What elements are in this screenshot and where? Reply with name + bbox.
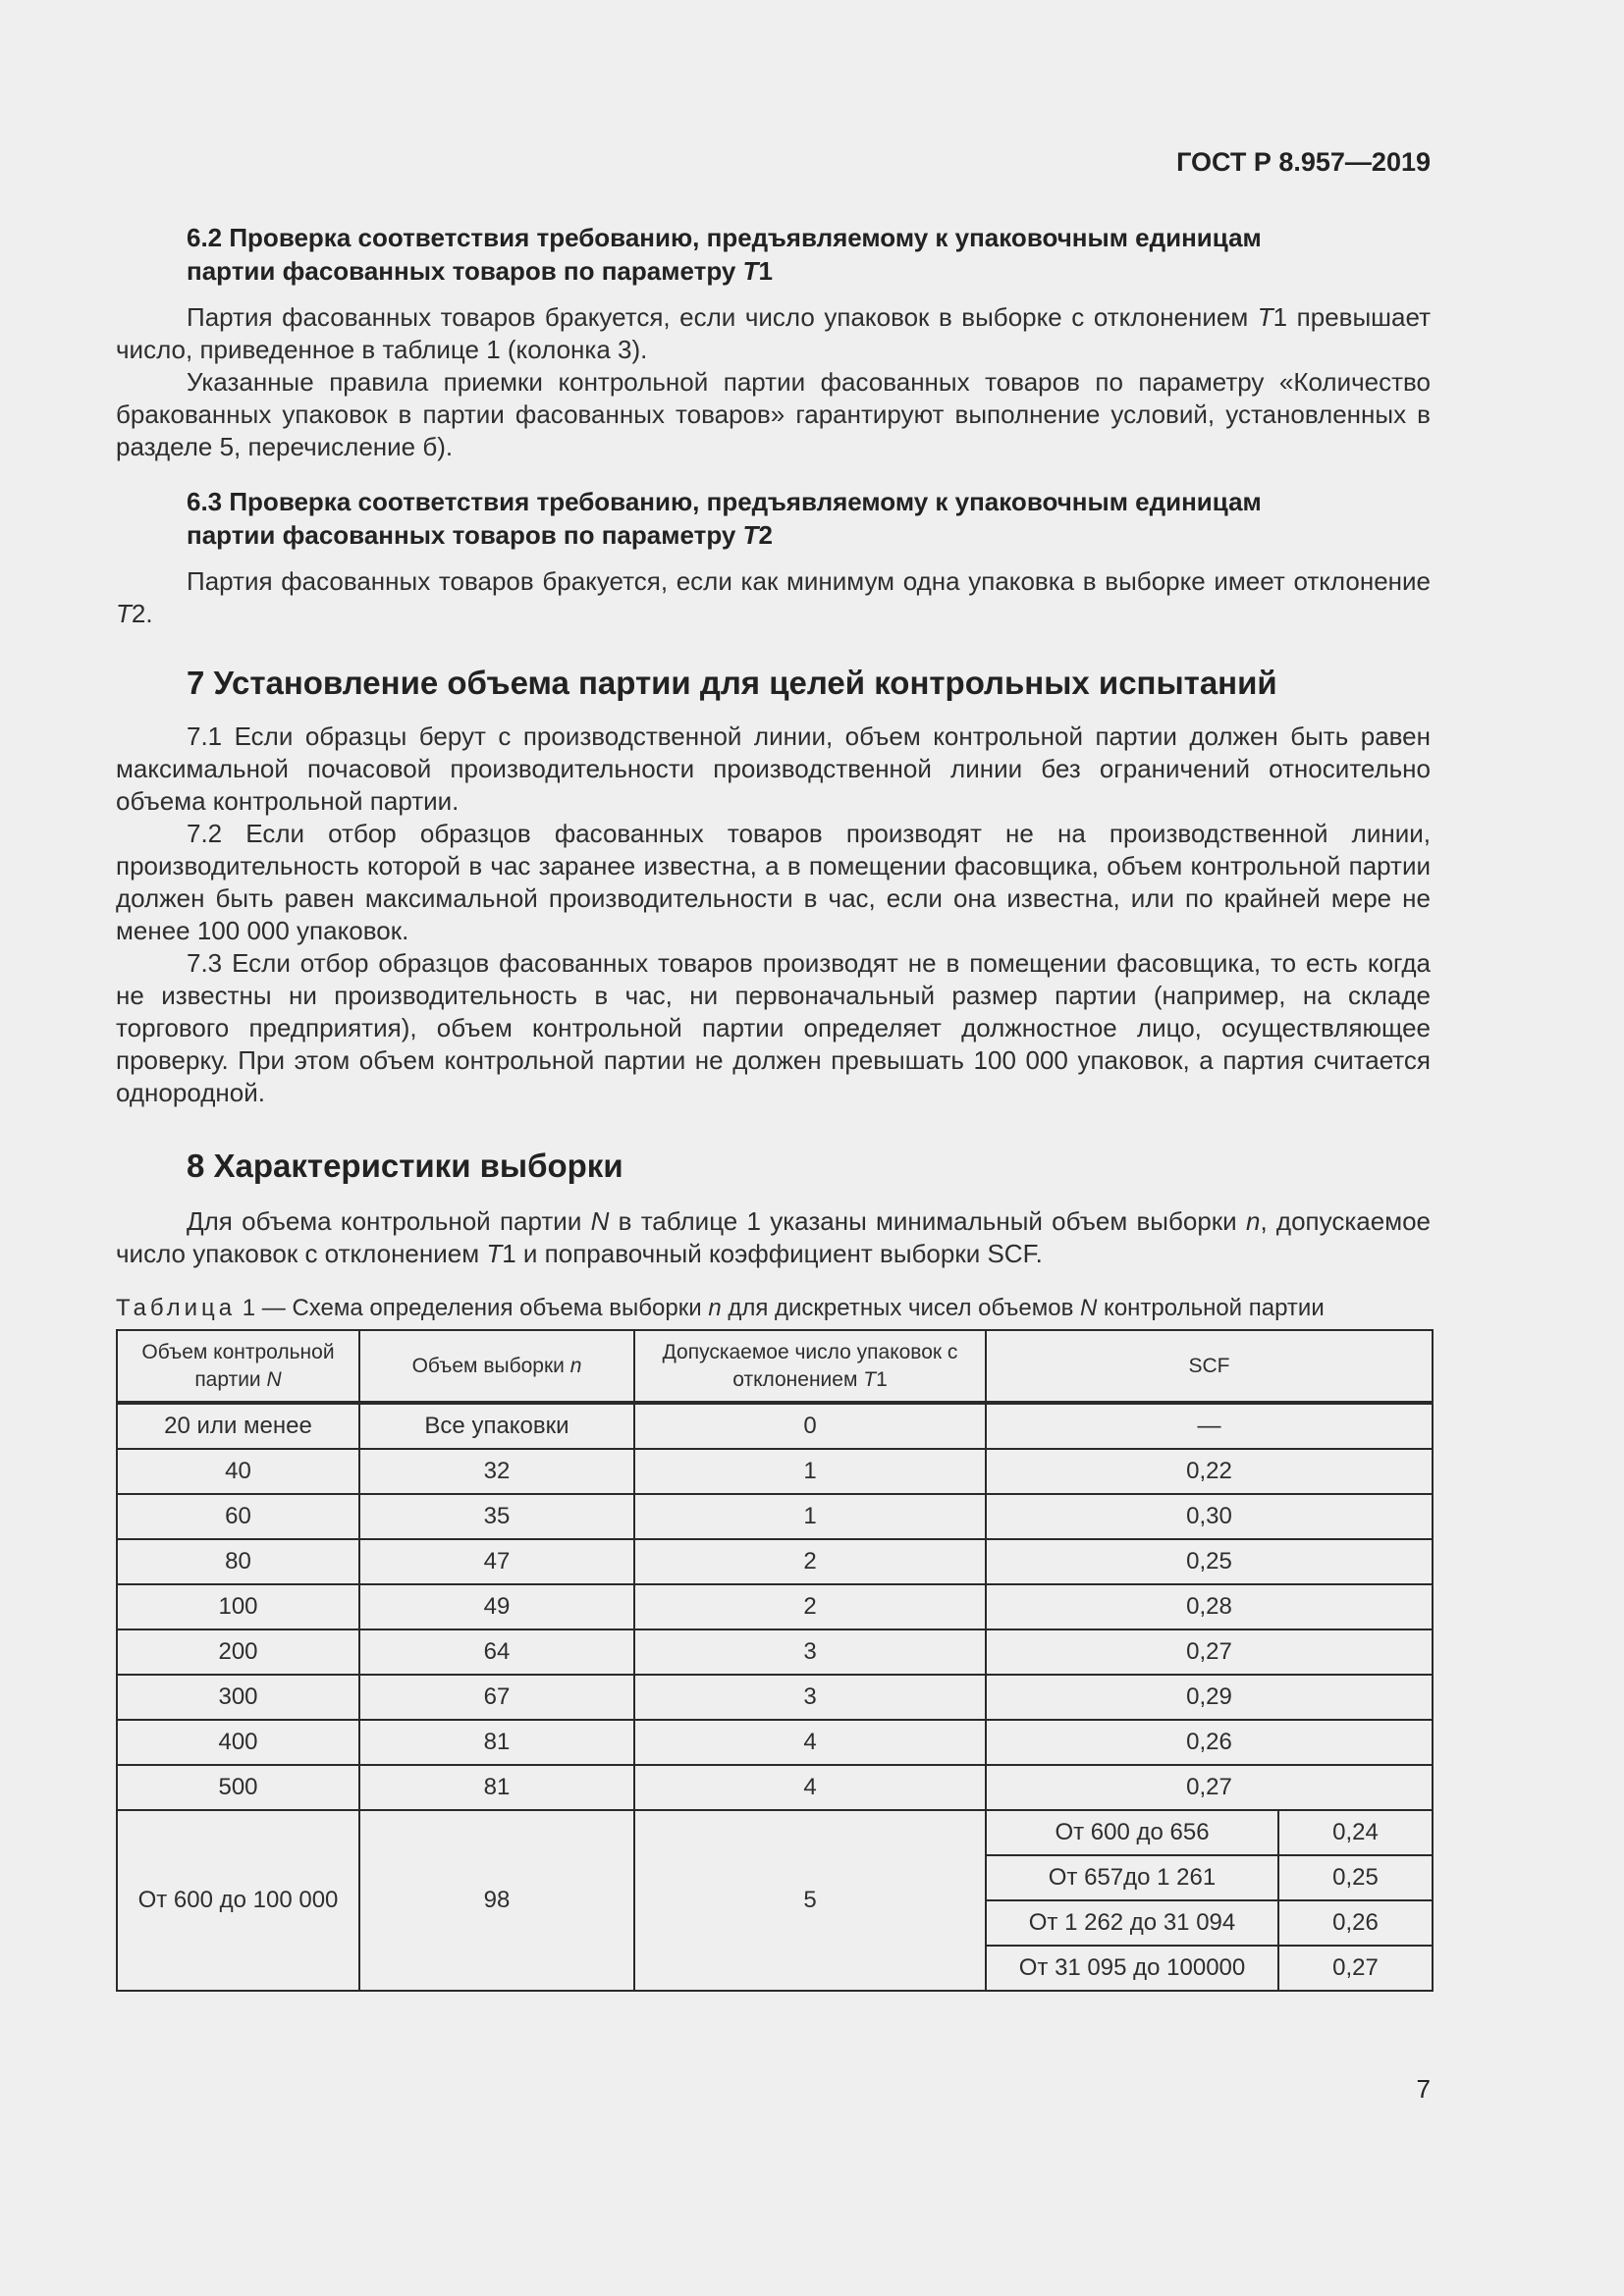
cell: 2 xyxy=(634,1539,986,1584)
heading-6-2-num: 1 xyxy=(758,256,773,286)
cell: 67 xyxy=(359,1675,634,1720)
col-header-allowed xyxy=(634,1330,986,1403)
cell: 200 xyxy=(117,1629,359,1675)
table-row xyxy=(117,1494,1433,1539)
cell: 40 xyxy=(117,1449,359,1494)
h3-text: Допускаемое число упаковок с отклонением xyxy=(662,1340,958,1391)
heading-6-3-line1: 6.3 Проверка соответствия требованию, предъявляемому к упаковочным единицам xyxy=(187,487,1262,516)
table-caption-word: Таблица xyxy=(116,1295,237,1321)
cell: 3 xyxy=(634,1675,986,1720)
cell: 64 xyxy=(359,1629,634,1675)
p8-var-n-upper: N xyxy=(590,1206,610,1236)
cell: 0,26 xyxy=(986,1720,1433,1765)
cell: 60 xyxy=(117,1494,359,1539)
cell: 0,22 xyxy=(986,1449,1433,1494)
paragraph-7-3: 7.3 Если отбор образцов фасованных товаров производят не в помещении фасовщика, то есть когда не известны ни производительность в час, ни первоначальный размер партии (например, на складе торгового предприятия), объем контрольной партии определяет должностное лицо, осуществляющее проверку. При этом объем контрольной партии не должен превышать 100 000 упаковок, а партия считается однородной. xyxy=(116,948,1431,1107)
table-caption-var-n: n xyxy=(708,1295,722,1321)
table-row xyxy=(117,1403,1433,1449)
table-caption-a: 1 — Схема определения объема выборки xyxy=(236,1295,709,1321)
col-header-scf: SCF xyxy=(986,1330,1433,1403)
cell-subrange: От 31 095 до 100000 xyxy=(986,1946,1278,1991)
cell: 35 xyxy=(359,1494,634,1539)
h2-var: n xyxy=(569,1354,582,1377)
cell: 2 xyxy=(634,1584,986,1629)
cell-scf: 0,24 xyxy=(1278,1810,1433,1855)
section-8-heading: 8 Характеристики выборки xyxy=(187,1148,623,1184)
paragraph-8-1 xyxy=(116,1205,1431,1270)
cell-subrange: От 1 262 до 31 094 xyxy=(986,1900,1278,1946)
h3-num: 1 xyxy=(876,1367,888,1391)
cell-lot-range: От 600 до 100 000 xyxy=(117,1810,359,1991)
cell: 80 xyxy=(117,1539,359,1584)
cell: — xyxy=(986,1403,1433,1449)
table-header-row xyxy=(117,1330,1433,1403)
table-caption-c: контрольной партии xyxy=(1097,1295,1325,1321)
cell: 1 xyxy=(634,1449,986,1494)
table-row xyxy=(117,1539,1433,1584)
cell: 0,30 xyxy=(986,1494,1433,1539)
paragraph-7-2: 7.2 Если отбор образцов фасованных товаров производят не на производственной линии, производительность которой в час заранее известна, а в помещении фасовщика, объем контрольной партии должен быть равен максимальной производительности в час, если она известна, или по крайней мере не менее 100 000 упаковок. xyxy=(116,819,1431,945)
table-row xyxy=(117,1765,1433,1810)
heading-6-3-num: 2 xyxy=(758,520,773,550)
cell-scf: 0,27 xyxy=(1278,1946,1433,1991)
col-header-sample-size xyxy=(359,1330,634,1403)
cell: 400 xyxy=(117,1720,359,1765)
cell: Все упаковки xyxy=(359,1403,634,1449)
cell: 0,28 xyxy=(986,1584,1433,1629)
paragraph-6-2-2: Указанные правила приемки контрольной партии фасованных товаров по параметру «Количество бракованных упаковок в партии фасованных товаров» гарантируют выполнение условий, установленных в разделе 5, перечисление б). xyxy=(116,367,1431,461)
cell: 81 xyxy=(359,1720,634,1765)
p62-1-b: 1 превышает число, приведенное в таблице 1 (колонка 3). xyxy=(116,302,1431,364)
p62-1-var: Т xyxy=(1257,302,1273,332)
table-row xyxy=(117,1810,1433,1855)
cell: 3 xyxy=(634,1629,986,1675)
table-caption-b: для дискретных чисел объемов xyxy=(721,1295,1081,1321)
cell: 49 xyxy=(359,1584,634,1629)
p63-1-var: Т xyxy=(116,599,132,628)
heading-6-3-var: Т xyxy=(742,520,759,550)
cell-scf: 0,25 xyxy=(1278,1855,1433,1900)
p62-1-a: Партия фасованных товаров бракуется, если число упаковок в выборке с отклонением xyxy=(187,302,1258,332)
heading-6-3-line2: партии фасованных товаров по параметру xyxy=(187,520,743,550)
table-row xyxy=(117,1449,1433,1494)
cell: 0,27 xyxy=(986,1765,1433,1810)
cell: 0 xyxy=(634,1403,986,1449)
cell: 4 xyxy=(634,1720,986,1765)
paragraph-6-3-1 xyxy=(116,565,1431,630)
table-row xyxy=(117,1629,1433,1675)
heading-6-2-var: Т xyxy=(742,256,759,286)
heading-6-2-line2: партии фасованных товаров по параметру xyxy=(187,256,743,286)
h3-var: Т xyxy=(863,1367,877,1391)
paragraph-7-1: 7.1 Если образцы берут с производственной линии, объем контрольной партии должен быть равен максимальной почасовой производительности производственной линии без ограничений относительно объема контрольной партии. xyxy=(116,721,1431,816)
cell-scf: 0,26 xyxy=(1278,1900,1433,1946)
cell: 100 xyxy=(117,1584,359,1629)
p8-var-t: Т xyxy=(486,1239,503,1268)
cell-subrange: От 657до 1 261 xyxy=(986,1855,1278,1900)
cell: 300 xyxy=(117,1675,359,1720)
p8-a: Для объема контрольной партии xyxy=(187,1206,591,1236)
col-header-lot-size xyxy=(117,1330,359,1403)
p63-1-b: 2. xyxy=(131,599,153,628)
paragraph-6-2-1 xyxy=(116,301,1431,366)
p8-var-n: n xyxy=(1245,1206,1261,1236)
cell: 4 xyxy=(634,1765,986,1810)
table-caption-var-N: N xyxy=(1080,1295,1098,1321)
heading-6-2-line1: 6.2 Проверка соответствия требованию, предъявляемому к упаковочным единицам xyxy=(187,223,1262,252)
h2-text: Объем выборки xyxy=(411,1354,570,1377)
h1-var: N xyxy=(266,1367,282,1391)
cell: 0,27 xyxy=(986,1629,1433,1675)
p63-1-a: Партия фасованных товаров бракуется, если как минимум одна упаковка в выборке имеет отклонение xyxy=(187,566,1431,596)
standard-header: ГОСТ Р 8.957—2019 xyxy=(1176,147,1431,177)
cell: 20 или менее xyxy=(117,1403,359,1449)
h1-text: Объем контрольной партии xyxy=(141,1340,335,1391)
table-row xyxy=(117,1720,1433,1765)
cell: 32 xyxy=(359,1449,634,1494)
p8-b: в таблице 1 указаны минимальный объем выборки xyxy=(609,1206,1246,1236)
table-row xyxy=(117,1675,1433,1720)
heading-6-2 xyxy=(116,221,1431,288)
p8-c: , допускаемое число упаковок с отклонением xyxy=(116,1206,1431,1268)
page-number: 7 xyxy=(1416,2074,1431,2104)
table-caption xyxy=(116,1294,1431,1323)
cell: 47 xyxy=(359,1539,634,1584)
cell: 0,25 xyxy=(986,1539,1433,1584)
page-content xyxy=(116,221,1431,1992)
section-7-heading: 7 Установление объема партии для целей контрольных испытаний xyxy=(187,665,1277,701)
cell-allowed: 5 xyxy=(634,1810,986,1991)
cell: 81 xyxy=(359,1765,634,1810)
cell: 500 xyxy=(117,1765,359,1810)
table-row xyxy=(117,1584,1433,1629)
cell-sample: 98 xyxy=(359,1810,634,1991)
p8-d: 1 и поправочный коэффициент выборки SCF. xyxy=(502,1239,1043,1268)
table-1 xyxy=(116,1329,1434,1992)
cell-subrange: От 600 до 656 xyxy=(986,1810,1278,1855)
heading-6-3 xyxy=(116,485,1431,552)
cell: 1 xyxy=(634,1494,986,1539)
cell: 0,29 xyxy=(986,1675,1433,1720)
